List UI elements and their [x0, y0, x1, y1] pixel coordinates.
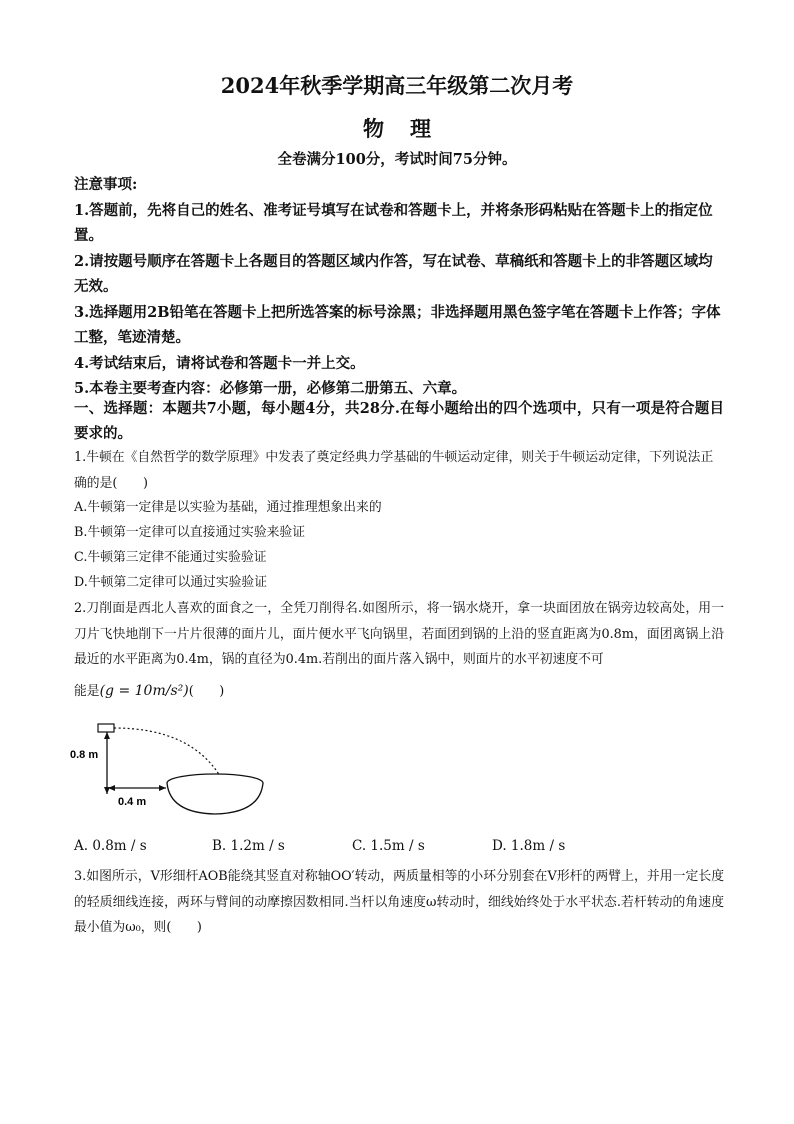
arrow-head-right: [159, 785, 166, 791]
arrow-head-up: [104, 732, 110, 739]
question-1-option-a: A.牛顿第一定律是以实验为基础，通过推理想象出来的: [74, 500, 382, 515]
question-1-stem: 1.牛顿在《自然哲学的数学原理》中发表了奠定经典力学基础的牛顿运动定律，则关于牛顿运动定律，下列说法正确的是( ): [74, 450, 714, 491]
question-2-option-c: C. 1.5m / s: [352, 838, 425, 854]
question-1-option-c: C.牛顿第三定律不能通过实验验证: [74, 550, 267, 565]
arrow-head-left: [108, 785, 115, 791]
notes-block: [74, 172, 724, 402]
trajectory-dashed: [114, 728, 220, 776]
horizontal-distance-label: 0.4 m: [118, 796, 147, 808]
notes-item: 5.本卷主要考查内容：必修第一册，必修第二册第五、六章。: [74, 380, 467, 397]
subject-title: 物理: [363, 116, 457, 141]
question-2-option-d: D. 1.8m / s: [492, 838, 566, 854]
question-2-options: [74, 838, 724, 860]
exam-title: 2024年秋季学期高三年级第二次月考: [220, 73, 574, 98]
question-2-option-a: A. 0.8m / s: [74, 838, 147, 854]
notes-item: 4.考试结束后，请将试卷和答题卡一并上交。: [74, 354, 365, 372]
dough-block: [98, 724, 114, 732]
question-1-option-b: B.牛顿第一定律可以直接通过实验来验证: [74, 525, 306, 540]
vertical-distance-label: 0.8 m: [70, 749, 99, 761]
question-2-option-b: B. 1.2m / s: [212, 838, 285, 854]
question-2-stem-end: [74, 680, 224, 699]
gravity-formula: (g = 10m/s²): [99, 683, 189, 699]
question-2-stem: 2.刀削面是西北人喜欢的面食之一，全凭刀削得名.如图所示，将一锅水烧开，拿一块面团放在锅旁边较高处，用一刀片飞快地削下一片片很薄的面片儿，面片便水平飞向锅里，若面团到锅的上沿的竖直距离为0.8m，面团离锅上沿最近的水平距离为0.4m，锅的直径为0.4m.若削出的面片落入锅中，则面片的水平初速度不可: [74, 601, 724, 667]
notes-heading: 注意事项:: [74, 176, 138, 193]
answer-paren: ( ): [188, 684, 225, 699]
question-1-option-d: D.牛顿第二定律可以通过实验验证: [74, 575, 268, 590]
notes-item: 2.请按题号顺序在答题卡上各题目的答题区域内作答，写在试卷、草稿纸和答题卡上的非答题区域均无效。: [74, 252, 713, 295]
section-heading: 一、选择题：本题共7小题，每小题4分，共28分.在每小题给出的四个选项中，只有一项是符合题目要求的。: [74, 400, 724, 442]
notes-item: 3.选择题用2B铅笔在答题卡上把所选答案的标号涂黑；非选择题用黑色签字笔在答题卡上作答；字体工整，笔迹清楚。: [74, 303, 721, 346]
question-3-stem: 3.如图所示，V形细杆AOB能绕其竖直对称轴OO′转动，两质量相等的小环分别套在V形杆的两臂上，并用一定长度的轻质细线连接，两环与臂间的动摩擦因数相同.当杆以角速度ω转动时，细线始终处于水平状态.若杆转动的角速度最小值为ω₀，则( ): [74, 869, 724, 935]
notes-item: 1.答题前，先将自己的姓名、准考证号填写在试卷和答题卡上，并将条形码粘贴在答题卡上的指定位置。: [74, 201, 713, 244]
noodle-pot-diagram: [70, 718, 280, 818]
pot-body: [167, 783, 263, 814]
score-line: 全卷满分100分，考试时间75分钟。: [277, 151, 517, 168]
question-2-stem-end-text: 能是: [74, 684, 100, 699]
